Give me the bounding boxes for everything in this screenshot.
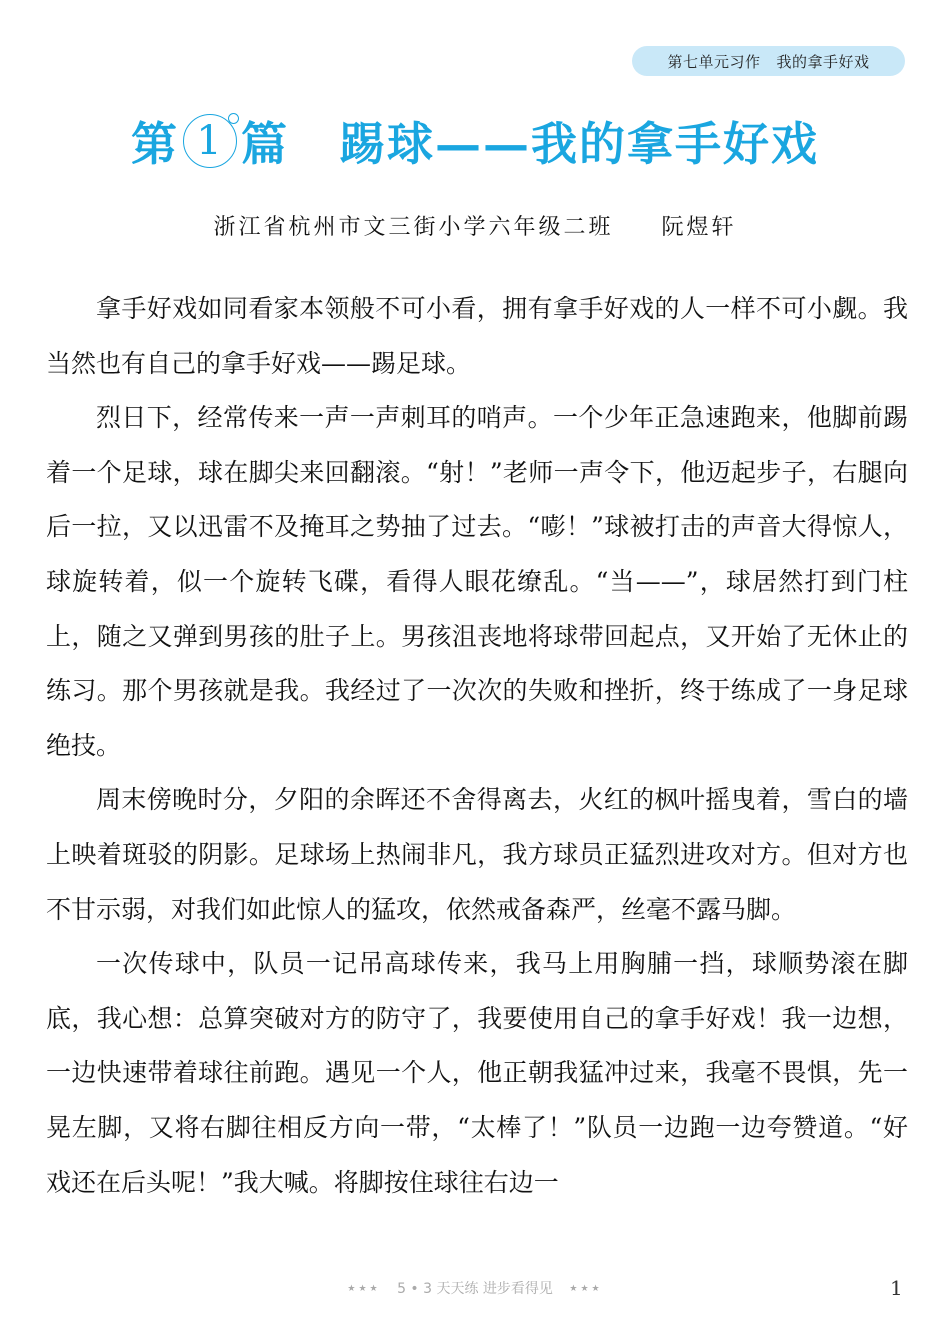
- unit-label: 第七单元习作: [667, 52, 761, 71]
- paragraph: 一次传球中，队员一记吊高球传来，我马上用胸脯一挡，球顺势滚在脚底，我心想：总算突破对方的防守了，我要使用自己的拿手好戏！我一边想，一边快速带着球往前跑。遇见一个人，他正朝我猛冲过来，我毫不畏惧，先一晃左脚，又将右脚往相反方向一带，“太棒了！”队员一边跑一边夸赞道。“好戏还在后头呢！”我大喊。将脚按住球往右边一: [46, 949, 908, 1197]
- page-number: 1: [890, 1276, 903, 1300]
- article-body: [46, 282, 908, 1210]
- article-number: 1: [196, 118, 224, 164]
- paragraph: 烈日下，经常传来一声一声刺耳的哨声。一个少年正急速跑来，他脚前踢着一个足球，球在脚尖来回翻滚。“射！”老师一声令下，他迈起步子，右腿向后一拉，又以迅雷不及掩耳之势抽了过去。“嘭！”球被打击的声音大得惊人，球旋转着，似一个旋转飞碟，看得人眼花缭乱。“当——”，球居然打到门柱上，随之又弹到男孩的肚子上。男孩沮丧地将球带回起点，又开始了无休止的练习。那个男孩就是我。我经过了一次次的失败和挫折，终于练成了一身足球绝技。: [46, 403, 908, 760]
- paragraph: 周末傍晚时分，夕阳的余晖还不舍得离去，火红的枫叶摇曳着，雪白的墙上映着斑驳的阴影。足球场上热闹非凡，我方球员正猛烈进攻对方。但对方也不甘示弱，对我们如此惊人的猛攻，依然戒备森严，丝毫不露马脚。: [46, 785, 908, 924]
- article-title: [0, 108, 950, 174]
- small-circle-icon: [228, 113, 239, 124]
- author-school: 浙江省杭州市文三街小学六年级二班: [213, 215, 614, 240]
- author-name: 阮煜轩: [661, 215, 737, 240]
- title-suffix: 篇: [241, 117, 289, 171]
- section-header-badge: [632, 46, 905, 76]
- article-number-badge: [183, 114, 237, 168]
- page-footer: [0, 1278, 950, 1298]
- star-icons-right: ★★★: [569, 1284, 603, 1294]
- title-text: 踢球——我的拿手好戏: [339, 117, 819, 171]
- topic-label: 我的拿手好戏: [776, 52, 870, 71]
- paragraph: 拿手好戏如同看家本领般不可小看，拥有拿手好戏的人一样不可小觑。我当然也有自己的拿手好戏——踢足球。: [46, 294, 908, 378]
- author-line: [0, 210, 950, 241]
- star-icons-left: ★★★: [347, 1284, 381, 1294]
- title-prefix: 第: [131, 117, 179, 171]
- footer-slogan: 5 • 3 天天练 进步看得见: [397, 1281, 553, 1297]
